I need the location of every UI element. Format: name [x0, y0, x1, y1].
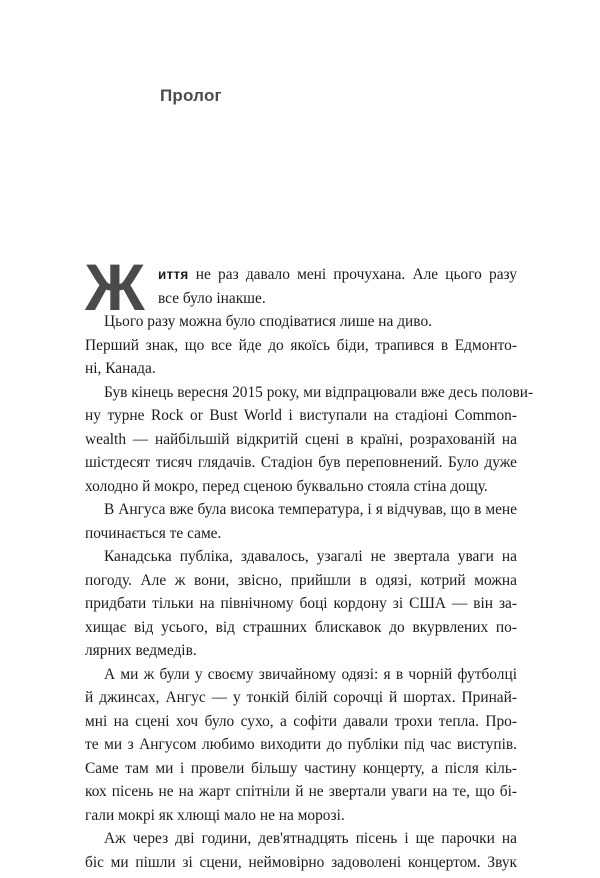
- text-line: ні, Канада.: [85, 360, 156, 377]
- text-line: Саме там ми і провели більшу частину концерту, а після кіль-: [85, 759, 517, 777]
- text-line: холодно й мокро, перед сценою буквально стояла стіна дощу.: [85, 477, 488, 495]
- text-line: ну турне Rock or Bust World і виступали на стадіоні Common-: [85, 407, 517, 424]
- text-line: біс ми пішли зі сцени, неймовірно задоволені концертом. Звук: [85, 853, 517, 871]
- text-line: хищає від усього, від страшних блискавок до вкурвлених по-: [85, 618, 517, 636]
- text-line: придбати тільки на північному боці кордону зі США — він за-: [85, 595, 517, 612]
- drop-cap: Ж: [85, 250, 143, 324]
- text-line: мні на сцені хоч було сухо, а софіти давали трохи тепла. Про-: [85, 712, 517, 730]
- text-line-rest: не раз давало мені прочухана. Але цього разу: [188, 266, 517, 283]
- text-line: лярних ведмедів.: [85, 642, 197, 659]
- text-line: Цього разу можна було сподіватися лише на диво.: [104, 313, 432, 330]
- text-line: wealth — найбільшій відкритій сцені в країні, розрахованій на: [85, 430, 517, 448]
- text-line: Був кінець вересня 2015 року, ми відпрацювали вже десь полови-: [104, 383, 534, 401]
- text-line: все було інакше.: [158, 289, 266, 307]
- text-line: В Ангуса вже була висока температура, і я відчував, що в мене: [104, 501, 517, 518]
- text-line: починається те саме.: [85, 524, 222, 542]
- text-line: Аж через дві години, дев'ятнадцять пісень і ще парочки на: [104, 830, 517, 847]
- first-word: иття: [158, 267, 189, 282]
- text-line: погоду. Але ж вони, звісно, прийшли в одязі, котрий можна: [85, 571, 517, 589]
- text-line: [85, 263, 517, 287]
- text-line: Канадська публіка, здавалось, узагалі не звертала уваги на: [104, 548, 517, 565]
- prologue-text: [85, 263, 534, 874]
- chapter-title: Пролог: [160, 86, 222, 105]
- text-line: шістдесят тисяч глядачів. Стадіон був переповнений. Було дуже: [85, 454, 517, 471]
- text-line: й джинсах, Ангус — у тонкій білій сорочці й шортах. Принай-: [85, 689, 517, 706]
- text-line: те ми з Ангусом любимо виходити до публіки під час виступів.: [85, 736, 517, 753]
- text-line: Перший знак, що все йде до якоїсь біди, трапився в Едмонто-: [85, 336, 517, 354]
- text-line: гали мокрі як хлющі мало не на морозі.: [85, 806, 345, 824]
- text-line: А ми ж були у своєму звичайному одязі: я в чорній футболці: [104, 665, 517, 683]
- text-line: кох пісень не на жарт спітніли й не звертали уваги на те, що бі-: [85, 783, 517, 800]
